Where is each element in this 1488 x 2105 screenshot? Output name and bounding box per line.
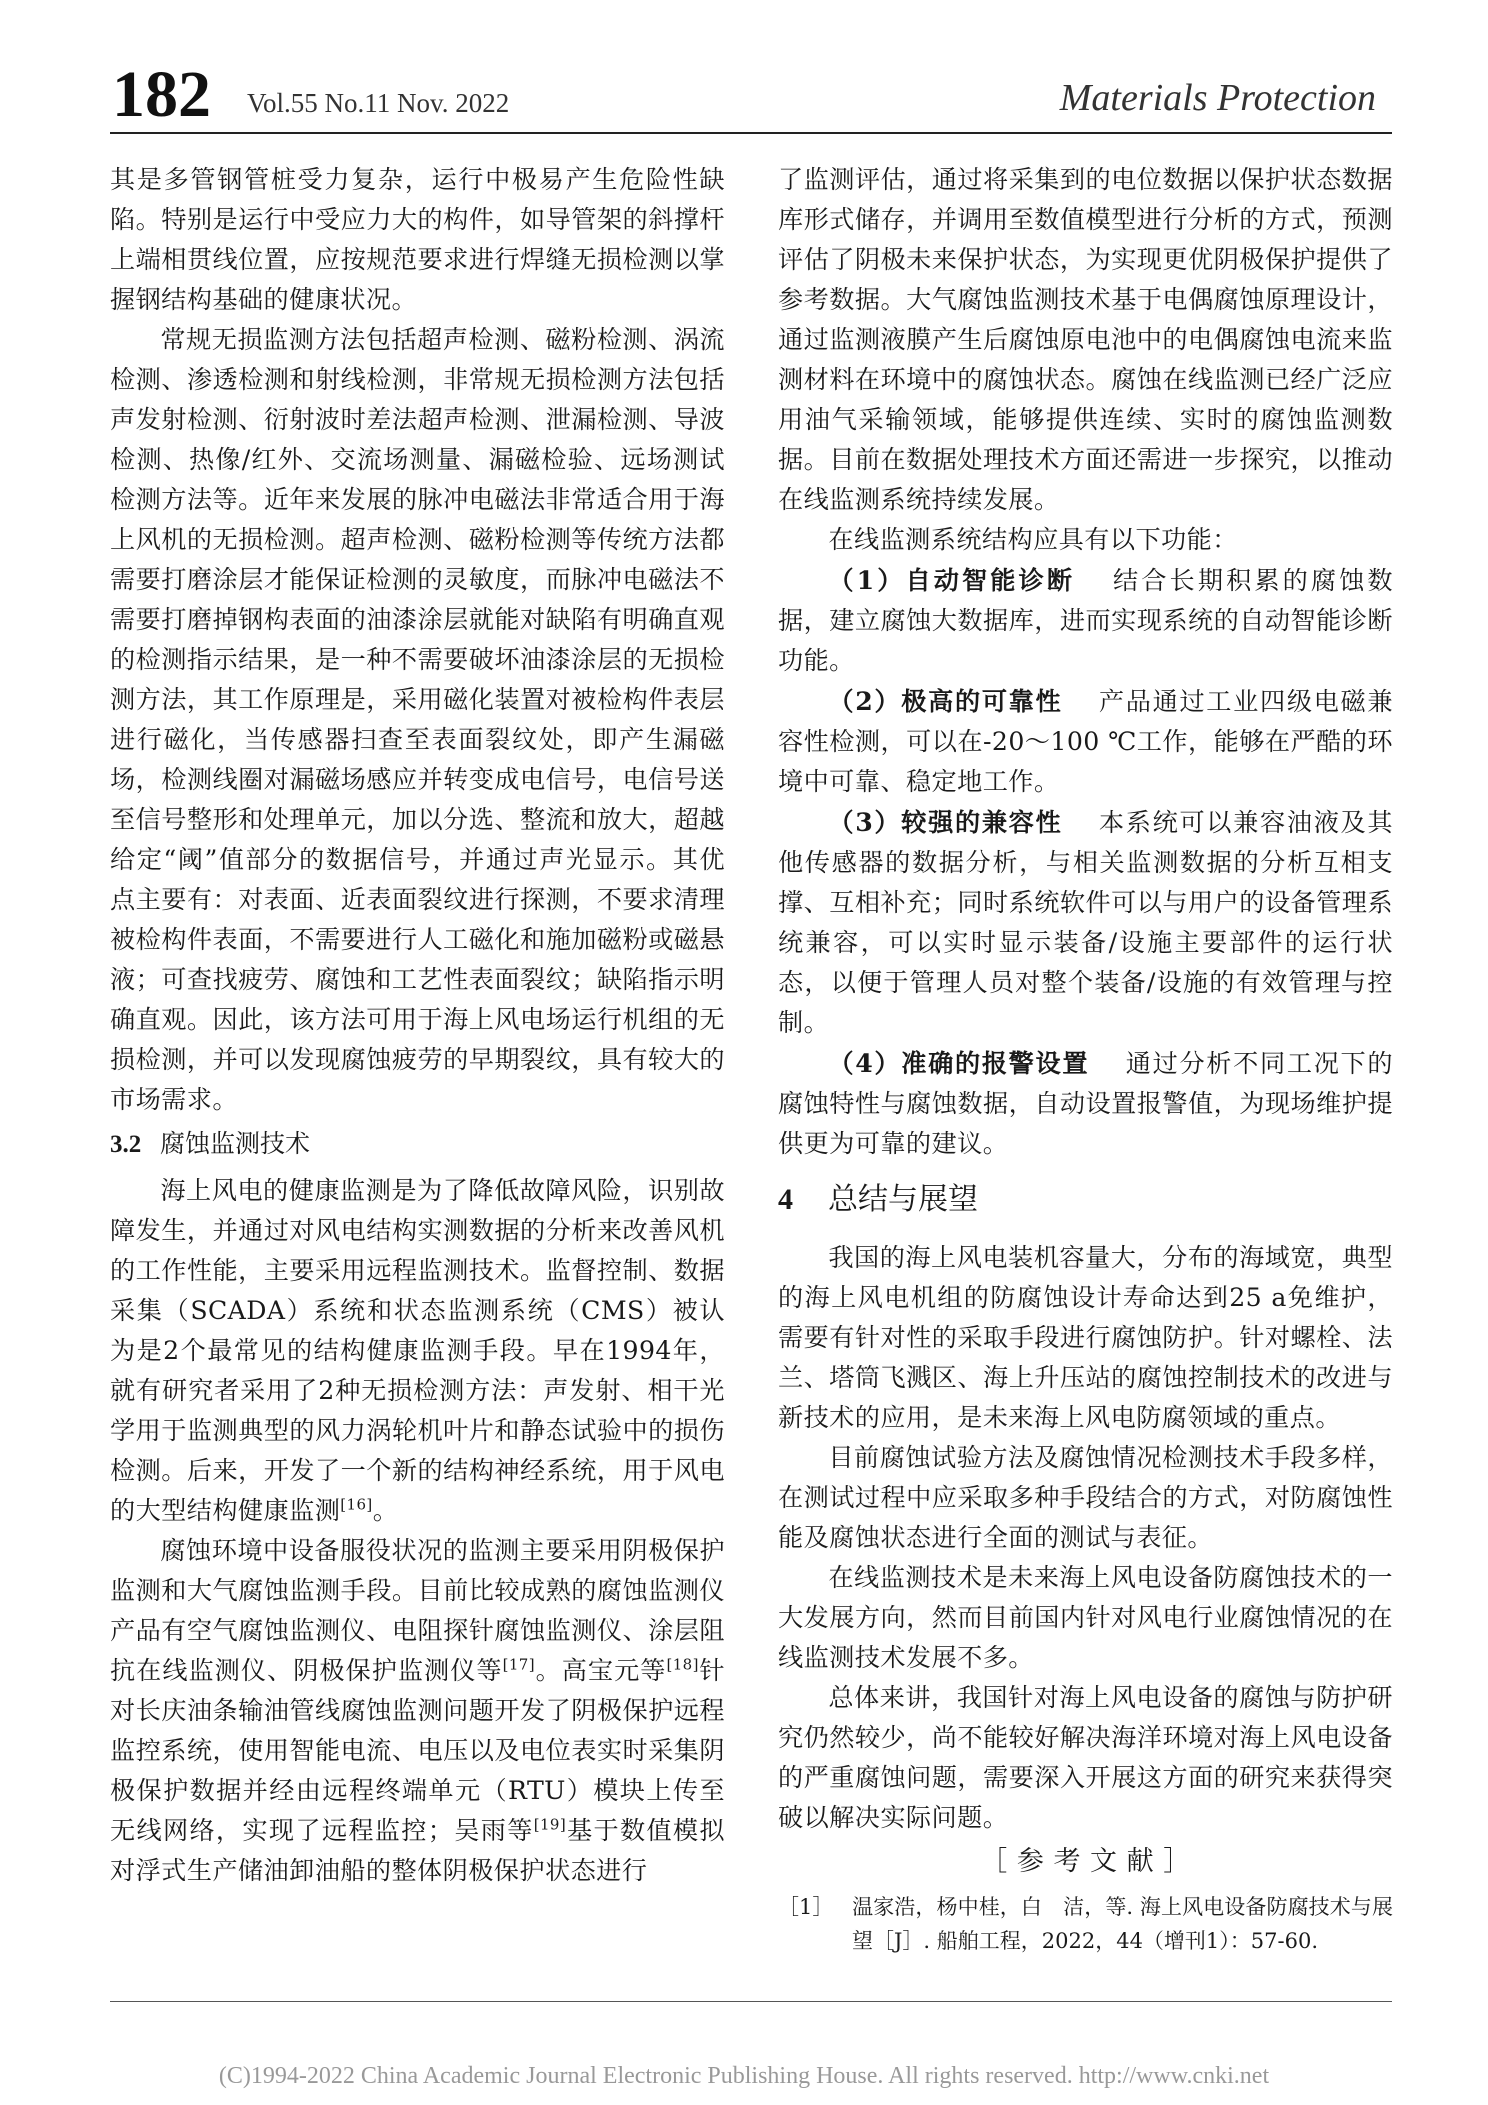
feature-item-title: （4）准确的报警设置: [828, 1048, 1090, 1078]
paragraph: 了监测评估，通过将采集到的电位数据以保护状态数据库形式储存，并调用至数值模型进行分析的方式，预测评估了阴极未来保护状态，为实现更优阴极保护提供了参考数据。大气腐蚀监测技术基于电偶腐蚀原理设计，通过监测液膜产生后腐蚀原电池中的电偶腐蚀电流来监测材料在环境中的腐蚀状态。腐蚀在线监测已经广泛应用油气采输领域，能够提供连续、实时的腐蚀监测数据。目前在数据处理技术方面还需进一步探究，以推动在线监测系统持续发展。: [778, 165, 1393, 514]
section-title: 总结与展望: [828, 1182, 978, 1217]
paragraph-text: 。高宝元等: [534, 1656, 667, 1685]
subsection-title: 腐蚀监测技术: [160, 1129, 311, 1158]
paragraph: 我国的海上风电装机容量大，分布的海域宽，典型的海上风电机组的防腐蚀设计寿命达到25 a免维护，需要有针对性的采取手段进行腐蚀防护。针对螺栓、法兰、塔筒飞溅区、海上升压站的腐蚀控制技术的改进与新技术的应用，是未来海上风电防腐领域的重点。: [778, 1243, 1393, 1432]
paragraph: 在线监测技术是未来海上风电设备防腐蚀技术的一大发展方向，然而目前国内针对风电行业腐蚀情况的在线监测技术发展不多。: [778, 1563, 1393, 1672]
paragraph-text: 。: [372, 1496, 399, 1525]
reference-number: ［1］: [778, 1895, 834, 1919]
feature-item-text: 通过分析不同工况下的腐蚀特性与腐蚀数据，自动设置报警值，为现场维护提供更为可靠的建议。: [778, 1049, 1393, 1158]
feature-item-title: （2）极高的可靠性: [828, 686, 1063, 716]
feature-item: [778, 1043, 1393, 1164]
paragraph: 在线监测系统结构应具有以下功能：: [828, 525, 1238, 554]
paragraph: 目前腐蚀试验方法及腐蚀情况检测技术手段多样，在测试过程中应采取多种手段结合的方式，对防腐蚀性能及腐蚀状态进行全面的测试与表征。: [778, 1443, 1393, 1552]
citation[interactable]: [18]: [666, 1655, 699, 1674]
feature-item: [778, 560, 1393, 681]
paragraph: 总体来讲，我国针对海上风电设备的腐蚀与防护研究仍然较少，尚不能较好解决海洋环境对海上风电设备的严重腐蚀问题，需要深入开展这方面的研究来获得突破以解决实际问题。: [778, 1683, 1393, 1832]
feature-item-title: （3）较强的兼容性: [828, 807, 1063, 837]
paragraph-text: 海上风电的健康监测是为了降低故障风险，识别故障发生，并通过对风电结构实测数据的分析来改善风机的工作性能，主要采用远程监测技术。监督控制、数据采集（SCADA）系统和状态监测系统（CMS）被认为是2个最常见的结构健康监测手段。早在1994年，就有研究者采用了2种无损检测方法：声发射、相干光学用于监测典型的风力涡轮机叶片和静态试验中的损伤检测。后来，开发了一个新的结构神经系统，用于风电的大型结构健康监测: [110, 1176, 725, 1525]
journal-name: Materials Protection: [1059, 77, 1376, 119]
paragraph: [110, 1531, 725, 1891]
feature-item-text: 结合长期积累的腐蚀数据，建立腐蚀大数据库，进而实现系统的自动智能诊断功能。: [778, 566, 1393, 675]
citation[interactable]: [17]: [502, 1655, 535, 1674]
footer-copyright: (C)1994-2022 China Academic Journal Electronic Publishing House. All rights reserved. http://www.cnki.net: [218, 2063, 1270, 2089]
paragraph: 常规无损监测方法包括超声检测、磁粉检测、涡流检测、渗透检测和射线检测，非常规无损检测方法包括声发射检测、衍射波时差法超声检测、泄漏检测、导波检测、热像/红外、交流场测量、漏磁检验、远场测试检测方法等。近年来发展的脉冲电磁法非常适合用于海上风机的无损检测。超声检测、磁粉检测等传统方法都需要打磨涂层才能保证检测的灵敏度，而脉冲电磁法不需要打磨掉钢构表面的油漆涂层就能对缺陷有明确直观的检测指示结果，是一种不需要破坏油漆涂层的无损检测方法，其工作原理是，采用磁化装置对被检构件表层进行磁化，当传感器扫查至表面裂纹处，即产生漏磁场，检测线圈对漏磁场感应并转变成电信号，电信号送至信号整形和处理单元，加以分选、整流和放大，超越给定“阈”值部分的数据信号，并通过声光显示。其优点主要有：对表面、近表面裂纹进行探测，不要求清理被检构件表面，不需要进行人工磁化和施加磁粉或磁悬液；可查找疲劳、腐蚀和工艺性表面裂纹；缺陷指示明确直观。因此，该方法可用于海上风电场运行机组的无损检测，并可以发现腐蚀疲劳的早期裂纹，具有较大的市场需求。: [110, 325, 725, 1114]
feature-item: [778, 802, 1393, 1043]
page-number: 182: [112, 58, 211, 131]
paragraph-text: 针对长庆油条输油管线腐蚀监测问题开发了阴极保护远程监控系统，使用智能电流、电压以及电位表实时采集阴极保护数据并经由远程终端单元（RTU）模块上传至无线网络，实现了远程监控；吴雨等: [110, 1656, 726, 1845]
subsection-heading: [110, 1124, 725, 1165]
reference-item: [778, 1890, 1393, 1958]
section-heading: [778, 1178, 1393, 1222]
paragraph-text: 基于数值模拟对浮式生产储油卸油船的整体阴极保护状态进行: [110, 1816, 725, 1885]
feature-item-title: （1）自动智能诊断: [828, 565, 1076, 595]
footer-rule: [110, 2001, 1392, 2002]
feature-item: [778, 681, 1393, 802]
citation[interactable]: [19]: [533, 1815, 567, 1834]
paragraph: 其是多管钢管桩受力复杂，运行中极易产生危险性缺陷。特别是运行中受应力大的构件，如导管架的斜撑杆上端相贯线位置，应按规范要求进行焊缝无损检测以掌握钢结构基础的健康状况。: [110, 165, 725, 314]
feature-item-text: 本系统可以兼容油液及其他传感器的数据分析，与相关监测数据的分析互相支撑、互相补充；同时系统软件可以与用户的设备管理系统兼容，可以实时显示装备/设施主要部件的运行状态，以便于管理人员对整个装备/设施的有效管理与控制。: [778, 808, 1393, 1037]
paragraph: [110, 1171, 725, 1531]
feature-item-text: 产品通过工业四级电磁兼容性检测，可以在-20～100 ℃工作，能够在严酷的环境中可靠、稳定地工作。: [778, 687, 1393, 796]
issue-info: Vol.55 No.11 Nov. 2022: [247, 88, 510, 118]
subsection-number: 3.2: [110, 1131, 142, 1158]
header-rule: [110, 132, 1392, 134]
citation[interactable]: [16]: [340, 1495, 373, 1514]
section-number: 4: [778, 1183, 793, 1216]
right-column: [778, 160, 1393, 1958]
reference-text: 温家浩，杨中桂，白 洁，等. 海上风电设备防腐技术与展望［J］. 船舶工程，2022，44（增刊1）：57-60.: [852, 1895, 1393, 1953]
paragraph-text: 腐蚀环境中设备服役状况的监测主要采用阴极保护监测和大气腐蚀监测手段。目前比较成熟的腐蚀监测仪产品有空气腐蚀监测仪、电阻探针腐蚀监测仪、涂层阻抗在线监测仪、阴极保护监测仪等: [110, 1536, 725, 1685]
left-column: [110, 160, 725, 1891]
references-heading: ［ 参 考 文 献 ］: [980, 1846, 1191, 1877]
